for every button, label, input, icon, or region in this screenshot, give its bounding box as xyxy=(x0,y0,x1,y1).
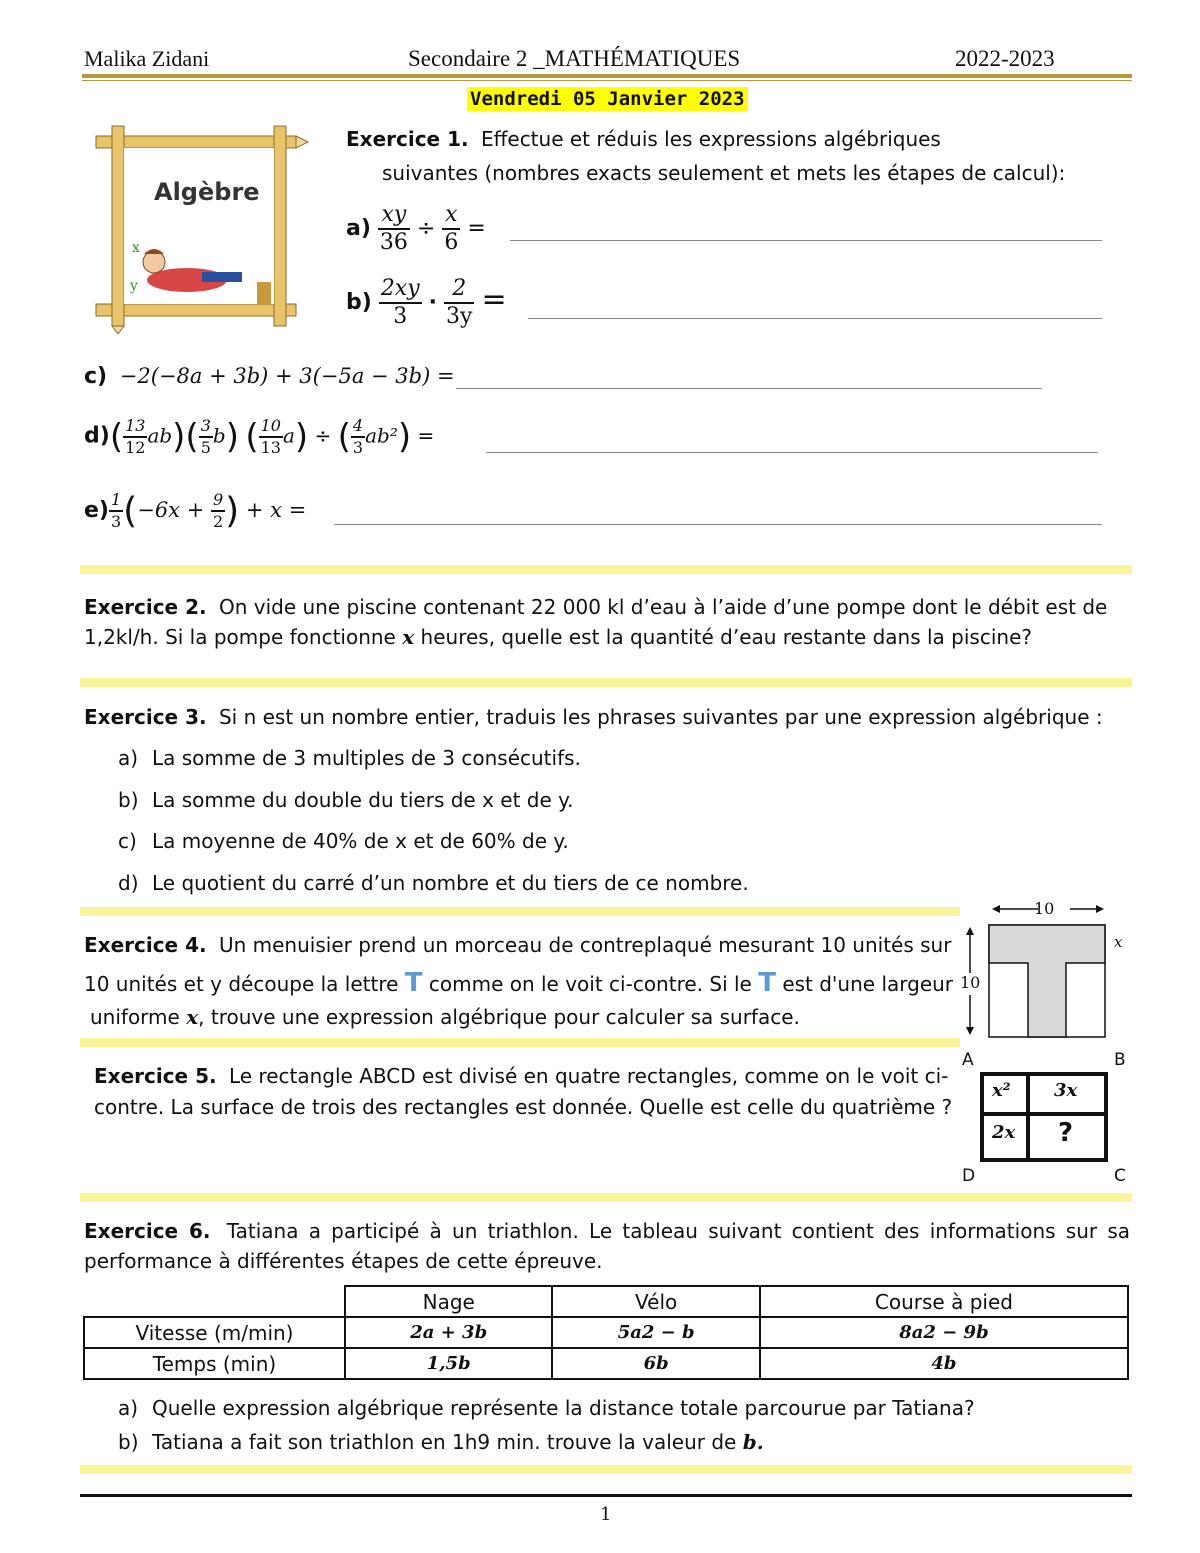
ex2-line1 xyxy=(84,592,1107,622)
table-header-cell: Vélo xyxy=(552,1286,759,1317)
ex6-question-a: a) Quelle expression algébrique représente la distance totale parcourue par Tatiana? xyxy=(118,1396,975,1420)
ex2-text2b: heures, quelle est la quantité d’eau restante dans la piscine? xyxy=(420,625,1032,649)
abcd-rectangle xyxy=(980,1072,1108,1162)
header-rule-thin xyxy=(82,80,1132,81)
school-year: 2022-2023 xyxy=(955,46,1055,71)
table-row-label: Temps (min) xyxy=(84,1348,345,1379)
ex1-a-frac1: $\frac{xy}{36}$ xyxy=(379,202,408,255)
table-cell: 5a2 − b xyxy=(552,1317,759,1348)
ex6-question-b: b) Tatiana a fait son triathlon en 1h9 min. trouve la valeur de b. xyxy=(118,1430,764,1454)
ex4-var-x: x xyxy=(186,1005,199,1029)
algebra-frame-icon xyxy=(92,122,320,334)
ex1-c-answer-line[interactable] xyxy=(456,388,1042,389)
table-header-row xyxy=(84,1286,1128,1317)
ex1-a-answer-line[interactable] xyxy=(510,240,1102,241)
ex1-b-answer-line[interactable] xyxy=(528,318,1102,319)
ex1-d-answer-line[interactable] xyxy=(486,452,1098,453)
ex4-title: Exercice 4. xyxy=(84,933,207,957)
ex4-text3a: uniforme xyxy=(90,1005,180,1029)
logo-label: Algèbre xyxy=(154,178,260,206)
t-fig-top-label: 10 xyxy=(1034,899,1055,918)
ex1-c-label: c) xyxy=(84,364,108,389)
ex1-d-frac3: $\frac{10}{13}$ xyxy=(260,416,281,457)
ex1-a-op: ÷ xyxy=(416,216,436,241)
ex3-intro-text: Si n est un nombre entier, traduis les phrases suivantes par une expression algébrique : xyxy=(218,705,1103,729)
ex1-d-var2: b xyxy=(212,423,226,448)
ex3-item-c: c) La moyenne de 40% de x et de 60% de y. xyxy=(118,829,569,853)
separator-4 xyxy=(80,1038,960,1047)
ex1-d-frac4: $\frac{4}{3}$ xyxy=(352,416,364,457)
page-number: 1 xyxy=(600,1504,612,1525)
ex1-e-frac1: $\frac{1}{3}$ xyxy=(110,490,122,531)
cell-bottom-left: 2x xyxy=(992,1122,1016,1143)
ex6-line2: performance à différentes étapes de cette épreuve. xyxy=(84,1249,603,1273)
ex5-line2: contre. La surface de trois des rectangles est donnée. Quelle est celle du quatrième ? xyxy=(94,1095,953,1119)
ex1-item-b xyxy=(346,276,507,330)
ex5-text1: Le rectangle ABCD est divisé en quatre rectangles, comme on le voit ci- xyxy=(228,1064,949,1088)
ex1-e-answer-line[interactable] xyxy=(334,524,1102,525)
cell-top-right: 3x xyxy=(1054,1080,1078,1101)
ex1-b-label: b) xyxy=(346,290,372,315)
abcd-figure xyxy=(958,1050,1132,1190)
ex5-title: Exercice 5. xyxy=(94,1064,217,1088)
ex1-b-op: · xyxy=(428,290,438,315)
ex2-line2 xyxy=(84,622,1032,652)
svg-text:x: x xyxy=(132,240,140,256)
ex1-item-c xyxy=(84,364,455,389)
ex1-item-d: d)( $\frac{13}{12}$ ab)( $\frac{3}{5}$ b) ( $\frac{10}{13}$ a) ÷ ( $\frac{4}{3}$ ab²) = xyxy=(84,416,435,457)
table-row xyxy=(84,1317,1128,1348)
ex4-line2 xyxy=(84,968,953,999)
ex3-intro xyxy=(84,702,1103,732)
ex3-item-a: a) La somme de 3 multiples de 3 consécutifs. xyxy=(118,746,581,770)
table-cell: 8a2 − 9b xyxy=(760,1317,1128,1348)
ex1-e-mid: −6x + xyxy=(137,498,205,522)
ex6-var-b: b. xyxy=(742,1430,764,1454)
separator-5 xyxy=(80,1193,1132,1202)
ex4-text2c: est d'une largeur xyxy=(782,972,954,996)
separator-1 xyxy=(80,565,1132,574)
cell-top-left: x² xyxy=(992,1080,1011,1101)
table-cell: 4b xyxy=(760,1348,1128,1379)
corner-b: B xyxy=(1114,1050,1126,1070)
header-rule xyxy=(82,74,1132,78)
ex2-text2a: 1,2kl/h. Si la pompe fonctionne xyxy=(84,625,396,649)
ex1-b-frac1: $\frac{2xy}{3}$ xyxy=(380,276,420,329)
ex1-a-label: a) xyxy=(346,216,371,241)
ex1-a-eq: = xyxy=(467,216,486,241)
separator-6 xyxy=(80,1465,1132,1474)
ex4-line3 xyxy=(90,1002,800,1032)
separator-2 xyxy=(80,678,1132,687)
ex6-title: Exercice 6. xyxy=(84,1219,211,1243)
ex6-text1: Tatiana a participé à un triathlon. Le tableau suivant contient des informations sur sa xyxy=(226,1219,1130,1243)
ex1-d-eq: = xyxy=(417,423,435,448)
ex1-item-a xyxy=(346,202,486,256)
ex6-line1 xyxy=(84,1216,1130,1246)
corner-c: C xyxy=(1114,1166,1126,1186)
ex2-text1: On vide une piscine contenant 22 000 kl d’eau à l’aide d’une pompe dont le débit est de xyxy=(218,595,1108,619)
t-fig-side-label: 10 xyxy=(960,973,981,992)
ex1-e-frac2: $\frac{9}{2}$ xyxy=(212,490,224,531)
ex4-line1 xyxy=(84,930,951,960)
ex1-b-eq: = xyxy=(481,282,507,317)
ex1-line1: Effectue et réduis les expressions algébriques xyxy=(480,127,941,151)
ex1-a-frac2: $\frac{x}{6}$ xyxy=(444,202,459,255)
table-cell: 1,5b xyxy=(345,1348,552,1379)
ex2-title: Exercice 2. xyxy=(84,595,207,619)
ex1-d-frac1: $\frac{13}{12}$ xyxy=(125,416,146,457)
ex5-line1 xyxy=(94,1061,948,1091)
ex1-line2: suivantes (nombres exacts seulement et mets les étapes de calcul): xyxy=(382,161,1066,185)
ex1-b-frac2: $\frac{2}{3y}$ xyxy=(446,276,473,329)
ex1-d-op: ÷ xyxy=(314,423,332,448)
triathlon-table xyxy=(83,1285,1129,1380)
date-banner: Vendredi 05 Janvier 2023 xyxy=(467,87,748,111)
ex3-item-b: b) La somme du double du tiers de x et de y. xyxy=(118,788,574,812)
t-figure xyxy=(958,895,1132,1045)
ex1-d-var3: a xyxy=(282,423,295,448)
ex1-item-e: e) $\frac{1}{3}$ (−6x + $\frac{9}{2}$ ) + x = xyxy=(84,490,307,532)
ex1-title: Exercice 1. xyxy=(346,127,469,151)
ex1-header xyxy=(346,124,941,154)
corner-a: A xyxy=(962,1050,974,1070)
ex3-title: Exercice 3. xyxy=(84,705,207,729)
corner-d: D xyxy=(962,1166,976,1186)
svg-text:y: y xyxy=(130,278,138,294)
table-row-label: Vitesse (m/min) xyxy=(84,1317,345,1348)
ex4-text1: Un menuisier prend un morceau de contreplaqué mesurant 10 unités sur xyxy=(218,933,952,957)
table-cell: 6b xyxy=(552,1348,759,1379)
ex3-item-d: d) Le quotient du carré d’un nombre et du tiers de ce nombre. xyxy=(118,871,749,895)
t-fig-x-label: x xyxy=(1114,933,1123,951)
table-cell: 2a + 3b xyxy=(345,1317,552,1348)
author-name: Malika Zidani xyxy=(84,46,210,71)
ex1-d-label: d) xyxy=(84,423,110,449)
ex1-d-var4: ab² xyxy=(365,423,398,448)
ex1-c-expr: −2(−8a + 3b) + 3(−5a − 3b) = xyxy=(119,364,455,388)
ex1-d-var1: ab xyxy=(147,423,173,448)
algebra-logo xyxy=(92,122,320,334)
ex1-e-end: + x = xyxy=(245,498,307,522)
footer-rule xyxy=(80,1494,1132,1497)
course-title: Secondaire 2 _MATHÉMATIQUES xyxy=(408,46,741,71)
table-header-cell: Course à pied xyxy=(760,1286,1128,1317)
ex4-text2b: comme on le voit ci-contre. Si le xyxy=(428,972,752,996)
table-row xyxy=(84,1348,1128,1379)
table-header-cell: Nage xyxy=(345,1286,552,1317)
ex1-d-frac2: $\frac{3}{5}$ xyxy=(200,416,211,457)
ex1-e-label: e) xyxy=(84,498,109,523)
ex4-letter-t-icon-2: T xyxy=(758,968,776,998)
ex4-letter-t-icon: T xyxy=(404,968,423,998)
ex4-text3b: , trouve une expression algébrique pour calculer sa surface. xyxy=(198,1005,800,1029)
separator-3 xyxy=(80,907,960,916)
cell-bottom-right: ? xyxy=(1058,1118,1074,1148)
ex2-var-x: x xyxy=(402,625,415,649)
ex4-text2a: 10 unités et y découpe la lettre xyxy=(84,972,399,996)
